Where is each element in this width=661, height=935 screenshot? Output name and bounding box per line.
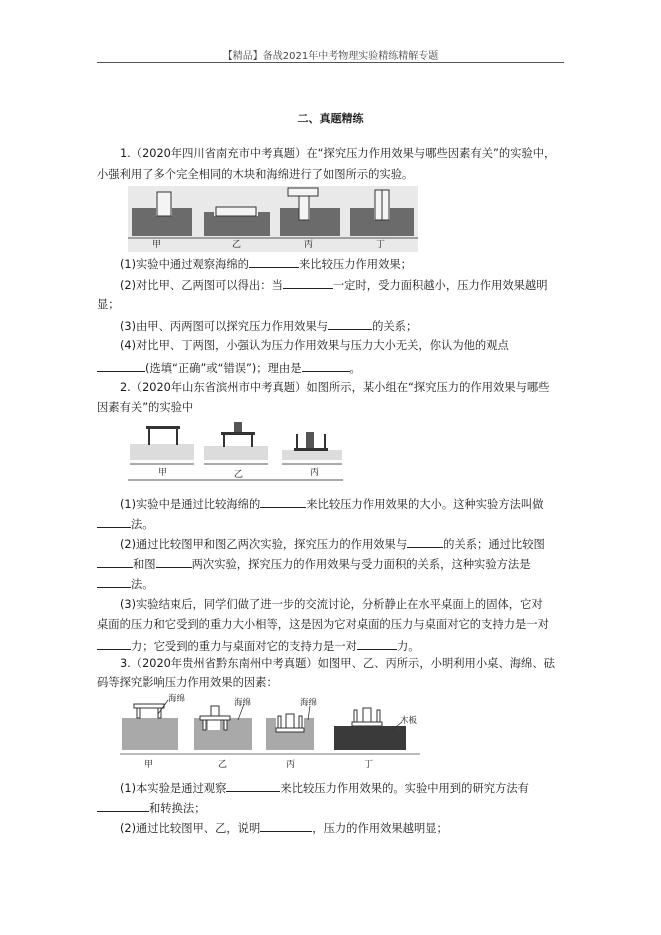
q1-stem-line2: 小强利用了多个完全相同的木块和海绵进行了如图所示的实验。 xyxy=(97,168,414,181)
q1-part3: (3)由甲、丙两图可以探究压力作用效果与 的关系； xyxy=(120,320,418,333)
q3-stem-line2: 码等探究影响压力作用效果的因素： xyxy=(97,676,278,689)
q3-callout-sponge-1: 海绵 xyxy=(168,694,186,704)
q3-callout-sponge-2: 海绵 xyxy=(234,698,252,708)
page-header: 【精品】备战2021年中考物理实验精练精解专题 xyxy=(222,51,439,62)
q2-fig-label-jia: 甲 xyxy=(158,468,168,478)
q3-fig-label-bing: 丙 xyxy=(286,760,296,770)
q3-callout-board: 木板 xyxy=(400,716,418,726)
q2-figure xyxy=(128,420,343,482)
q2-part1: (1)实验中是通过比较海绵的 来比较压力作用效果的大小。这种实验方法叫做 xyxy=(120,498,544,511)
q2-fig-label-bing: 丙 xyxy=(310,468,320,478)
q1-part2-cont: 显； xyxy=(97,298,120,311)
q1-fig-label-bing: 丙 xyxy=(304,240,314,250)
q2-part3-cont: 桌面的压力和它受到的重力大小相等，这是因为它对桌面的压力与桌面对它的支持力是一对 xyxy=(97,618,549,631)
q3-stem-line1: 3.（2020年贵州省黔东南州中考真题）如图甲、乙、丙所示，小明利用小桌、海绵、砝 xyxy=(120,657,555,670)
q1-part1: (1)实验中通过观察海绵的 来比较压力作用效果； xyxy=(120,258,412,271)
q1-figure xyxy=(128,186,418,252)
q3-fig-label-ding: 丁 xyxy=(364,760,374,770)
q3-fig-label-jia: 甲 xyxy=(144,760,154,770)
q3-callout-sponge-3: 海绵 xyxy=(300,698,318,708)
q1-fig-label-yi: 乙 xyxy=(232,240,242,250)
q2-part2: (2)通过比较图甲和图乙两次实验，探究压力的作用效果与 的关系；通过比较图 xyxy=(120,538,545,551)
q2-stem-line2: 因素有关”的实验中 xyxy=(97,401,194,414)
q1-stem-line1: 1.（2020年四川省南充市中考真题）在“探究压力作用效果与哪些因素有关”的实验中， xyxy=(120,147,556,160)
q3-part1-cont: 和转换法； xyxy=(97,800,206,816)
q1-fig-label-ding: 丁 xyxy=(376,240,386,250)
q2-part1-cont: 法。 xyxy=(97,516,154,532)
q2-part3-end: 力；它受到的重力与桌面对它的支持力是一对 力。 xyxy=(97,638,420,654)
q1-part2: (2)对比甲、乙两图可以得出：当 一定时，受力面积越小，压力作用效果越明 xyxy=(120,279,548,292)
q2-stem-line1: 2.（2020年山东省滨州市中考真题）如图所示，某小组在“探究压力的作用效果与哪些 xyxy=(120,381,550,394)
q3-figure xyxy=(120,692,420,776)
q3-part2: (2)通过比较图甲、乙，说明 ，压力的作用效果越明显； xyxy=(120,822,448,835)
q1-part4: (4)对比甲、丁两图，小强认为压力作用效果与压力大小无关，你认为他的观点 xyxy=(120,339,509,352)
q2-part2-end: 法。 xyxy=(97,576,154,592)
q1-fig-label-jia: 甲 xyxy=(152,240,162,250)
q2-part3: (3)实验结束后，同学们做了进一步的交流讨论，分析静止在水平桌面上的固体，它对 xyxy=(120,598,543,611)
q3-fig-label-yi: 乙 xyxy=(218,760,228,770)
section-title: 二、真题精练 xyxy=(297,112,364,125)
q3-part1: (1)本实验是通过观察 来比较压力作用效果的。实验中用到的研究方法有 xyxy=(120,782,529,795)
q2-part2-cont: 和图 两次实验，探究压力的作用效果与受力面积的关系，这种实验方法是 xyxy=(97,556,531,572)
q1-part4-cont: (选填“正确”或“错误”)；理由是 。 xyxy=(97,360,361,376)
q2-fig-label-yi: 乙 xyxy=(234,470,244,480)
header-divider xyxy=(97,62,564,63)
